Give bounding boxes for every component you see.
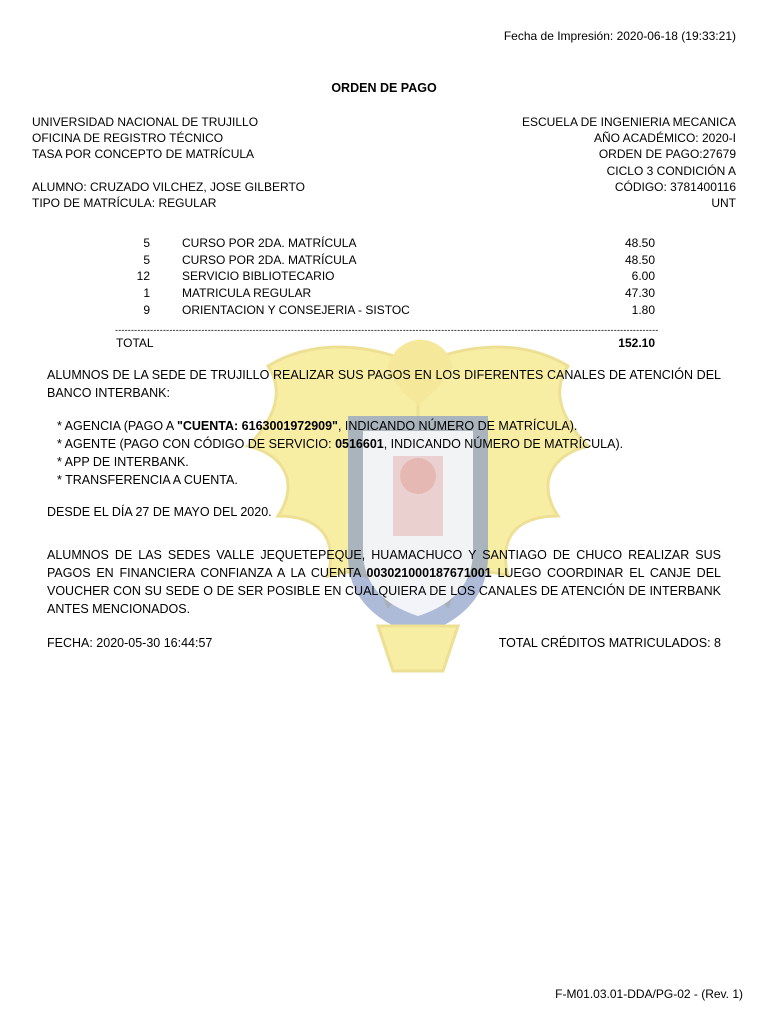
spacer-line <box>32 163 305 179</box>
issue-date: FECHA: 2020-05-30 16:44:57 <box>47 636 213 650</box>
paragraph-text: LUEGO COORDINAR EL CANJE DEL VOUCHER CON SU SEDE O DE SER POSIBLE EN CUALQUIERA DE LOS CANALES DE ATENCIÓN DE INTERBANK ANTES MENCIONADOS. <box>47 566 721 616</box>
bullet-text: * AGENCIA (PAGO A <box>57 419 177 433</box>
other-campus-paragraph <box>47 546 721 618</box>
institution-abbrev: UNT <box>711 195 736 210</box>
office-name: OFICINA DE REGISTRO TÉCNICO <box>32 131 224 146</box>
academic-year: AÑO ACADÉMICO: 2020-I <box>593 131 736 146</box>
payment-order-number: ORDEN DE PAGO:27679 <box>598 147 736 162</box>
student-code: CÓDIGO: 3781400116 <box>614 179 736 194</box>
total-credits: TOTAL CRÉDITOS MATRICULADOS: 8 <box>498 636 721 650</box>
list-item <box>57 417 623 435</box>
item-amount: 48.50 <box>624 252 655 267</box>
item-qty: 1 <box>143 286 150 301</box>
item-row <box>115 285 660 302</box>
item-desc: ORIENTACION Y CONSEJERIA - SISTOC <box>182 302 410 317</box>
bullet-text: , INDICANDO NÚMERO DE MATRÍCULA). <box>337 419 578 433</box>
item-amount: 47.30 <box>624 286 655 301</box>
start-date-note: DESDE EL DÍA 27 DE MAYO DEL 2020. <box>47 505 272 519</box>
item-row <box>115 235 660 252</box>
account-number: "CUENTA: 6163001972909" <box>176 419 338 433</box>
form-code: F-M01.03.01-DDA/PG-02 - (Rev. 1) <box>555 987 743 1001</box>
confianza-account: 003021000187671001 <box>366 566 492 580</box>
item-qty: 5 <box>143 236 150 250</box>
total-label: TOTAL <box>116 336 154 350</box>
service-code: 0516601 <box>335 437 384 451</box>
print-date: Fecha de Impresión: 2020-06-18 (19:33:21) <box>503 29 736 43</box>
list-item: * TRANSFERENCIA A CUENTA. <box>57 473 238 487</box>
item-qty: 5 <box>143 252 150 267</box>
bullet-text: * AGENTE (PAGO CON CÓDIGO DE SERVICIO: <box>57 437 336 451</box>
list-item <box>57 435 623 453</box>
item-row <box>115 252 660 269</box>
student-name: ALUMNO: CRUZADO VILCHEZ, JOSE GILBERTO <box>32 179 305 194</box>
item-amount: 6.00 <box>631 269 655 284</box>
item-amount: 48.50 <box>624 236 655 250</box>
payment-channels-list <box>57 417 623 489</box>
enrollment-type: TIPO DE MATRÍCULA: REGULAR <box>32 195 217 210</box>
item-desc: SERVICIO BIBLIOTECARIO <box>182 269 335 284</box>
item-row <box>115 302 660 319</box>
bullet-text: , INDICANDO NÚMERO DE MATRÍCULA). <box>383 437 624 451</box>
instructions-paragraph: ALUMNOS DE LA SEDE DE TRUJILLO REALIZAR SUS PAGOS EN LOS DIFERENTES CANALES DE ATENCIÓN DEL BANCO INTERBANK: <box>47 368 721 400</box>
header-right-block <box>522 114 736 211</box>
list-item: * APP DE INTERBANK. <box>57 455 189 469</box>
total-row <box>115 335 660 352</box>
paragraph-text: ALUMNOS DE LAS SEDES VALLE JEQUETEPEQUE, HUAMACHUCO Y SANTIAGO DE CHUCO REALIZAR SUS PAGOS EN FINANCIERA CONFIANZA A LA CUENTA <box>47 548 721 580</box>
item-qty: 12 <box>136 269 150 284</box>
item-desc: CURSO POR 2DA. MATRÍCULA <box>182 252 357 267</box>
cycle-condition: CICLO 3 CONDICIÓN A <box>606 163 736 178</box>
university-name: UNIVERSIDAD NACIONAL DE TRUJILLO <box>32 115 259 129</box>
item-desc: MATRICULA REGULAR <box>182 286 312 301</box>
fee-concept: TASA POR CONCEPTO DE MATRÍCULA <box>32 147 255 162</box>
document-title: ORDEN DE PAGO <box>331 81 437 95</box>
item-desc: CURSO POR 2DA. MATRÍCULA <box>182 236 357 250</box>
item-amount: 1.80 <box>631 302 655 317</box>
dashed-separator: -------------------------------------------------------------------------------------------------------------------------------------------------------------------------- <box>115 325 659 335</box>
item-row <box>115 268 660 285</box>
header-left-block <box>32 114 305 211</box>
item-qty: 9 <box>143 302 150 317</box>
total-value: 152.10 <box>618 336 655 350</box>
school-name: ESCUELA DE INGENIERIA MECANICA <box>521 115 736 129</box>
items-table <box>115 235 660 318</box>
